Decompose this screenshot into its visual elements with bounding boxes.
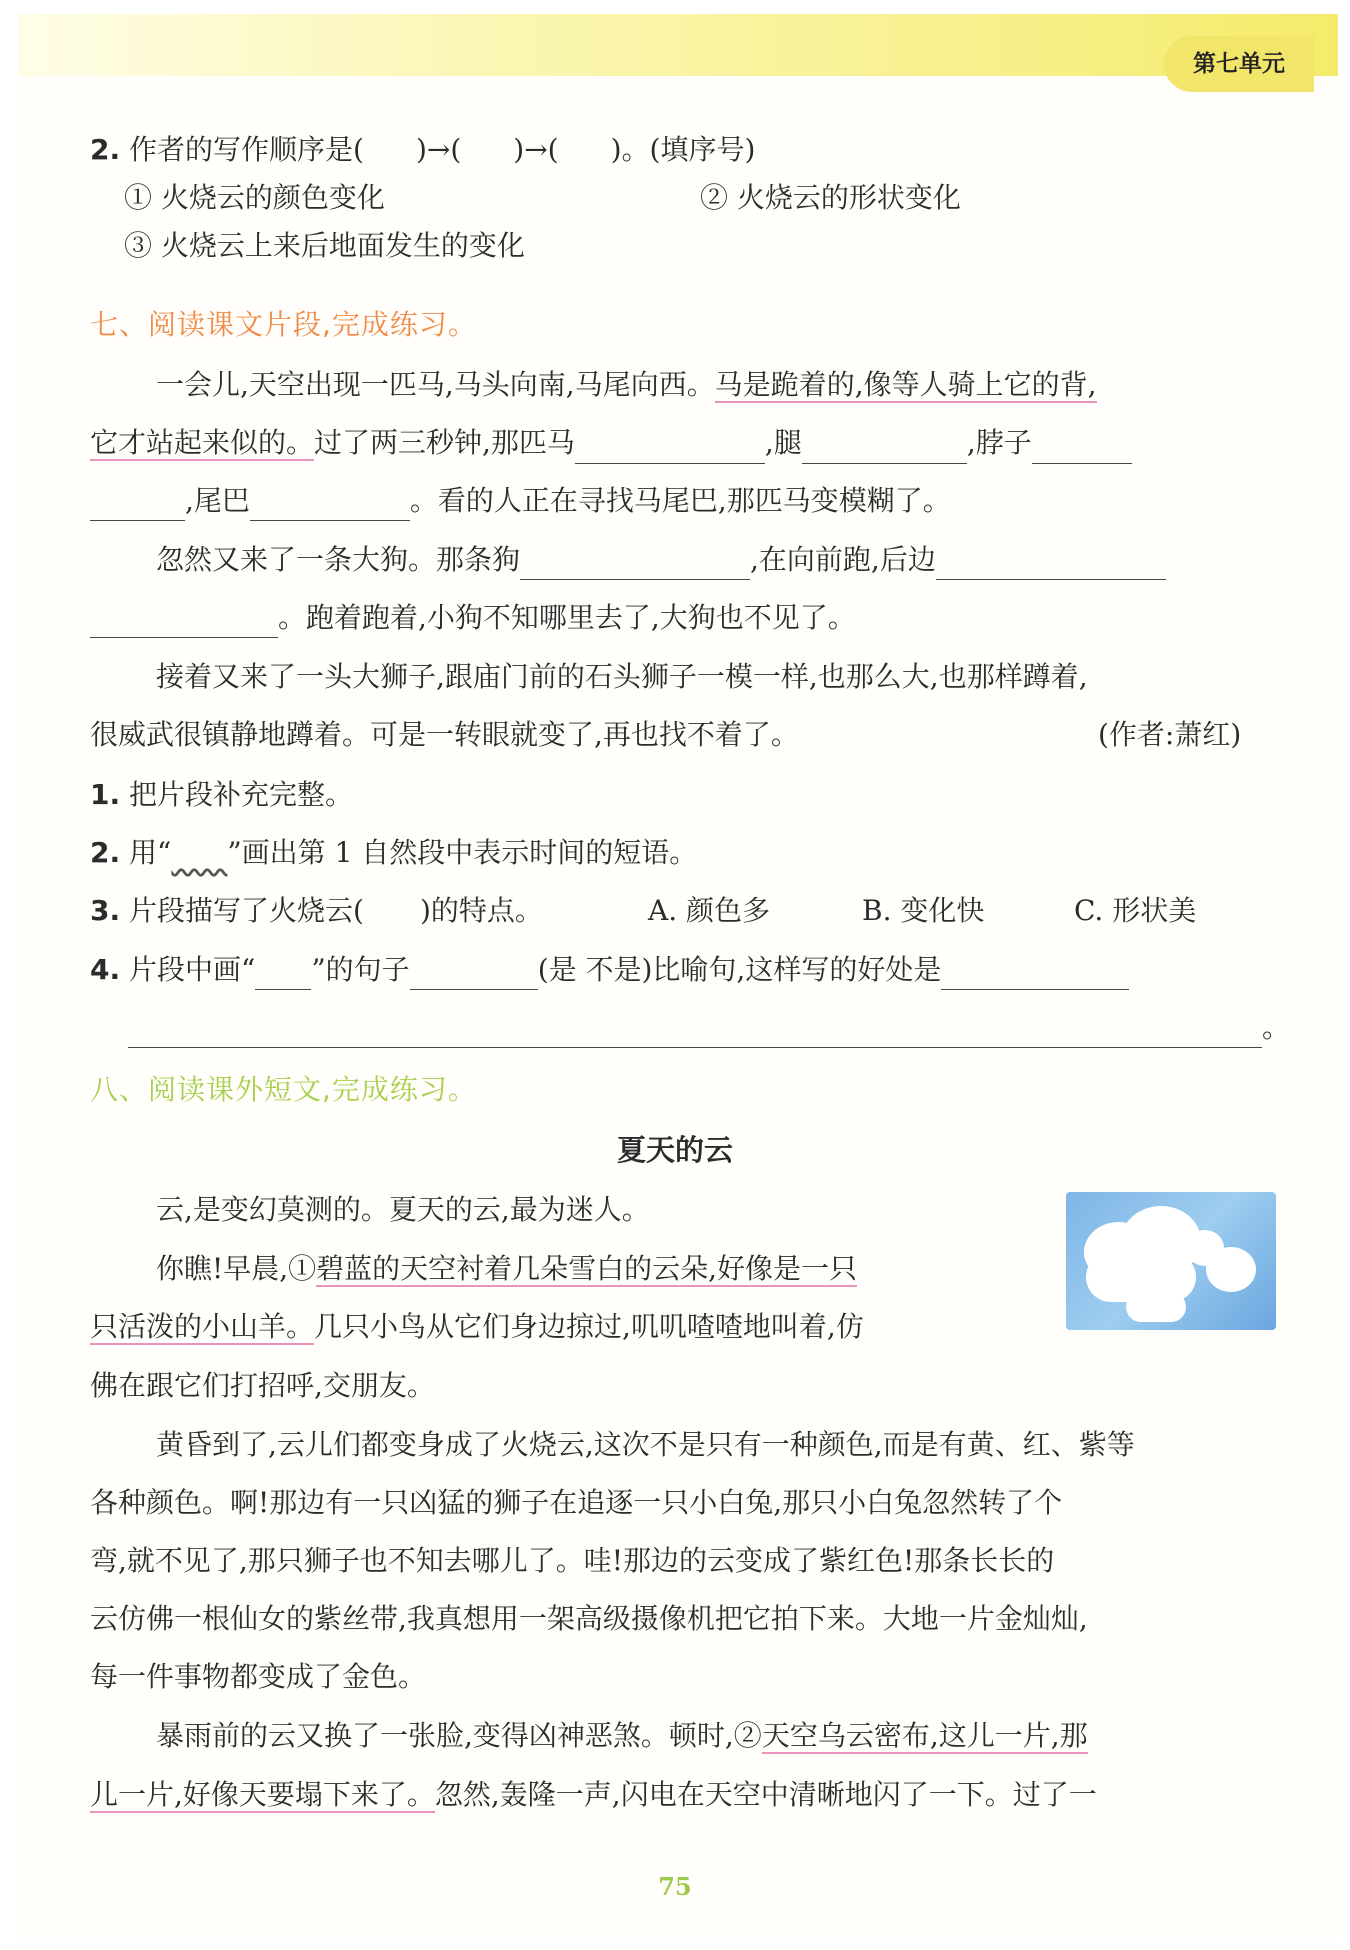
fill-blank[interactable] — [520, 549, 750, 580]
line-sample — [255, 959, 311, 990]
passage8-p4-line1 — [156, 1716, 1088, 1756]
s7-question-4 — [90, 950, 1129, 990]
q2-arrow: )→( — [513, 133, 559, 166]
passage8-p2-line3: 佛在跟它们打招呼,交朋友。 — [90, 1369, 435, 1402]
q-number: 3. — [90, 894, 121, 927]
text: 。看的人正在寻找马尾巴,那匹马变模糊了。 — [409, 484, 951, 517]
fill-blank[interactable] — [1032, 433, 1132, 464]
fill-blank[interactable] — [410, 959, 538, 990]
passage7-p1-line1 — [156, 365, 1097, 405]
author-credit: (作者:萧红) — [1098, 718, 1242, 751]
q-text: ”画出第 1 自然段中表示时间的短语。 — [227, 836, 698, 869]
clouds-illustration — [1066, 1192, 1276, 1330]
q-text: 把片段补充完整。 — [129, 778, 354, 811]
fill-blank[interactable] — [90, 490, 185, 521]
text: 忽然,轰隆一声,闪电在天空中清晰地闪了一下。过了一 — [434, 1778, 1097, 1811]
passage7-p1-line2 — [90, 423, 1132, 464]
q2-number: 2. — [90, 133, 121, 166]
q2-option-2: ② 火烧云的形状变化 — [700, 181, 961, 214]
passage8-p4-line2 — [90, 1775, 1097, 1815]
passage8-p2-line1 — [156, 1249, 857, 1289]
passage-title: 夏天的云 — [616, 1133, 733, 1167]
page-number: 75 — [658, 1872, 692, 1901]
text: ,尾巴 — [185, 484, 250, 517]
s7-q3-option-a[interactable]: A. 颜色多 — [648, 894, 771, 927]
underlined-sentence: 它才站起来似的。 — [90, 426, 315, 459]
s7-question-1 — [90, 775, 353, 815]
underlined-sentence: 儿一片,好像天要塌下来了。 — [90, 1778, 435, 1811]
underlined-sentence: 只活泼的小山羊。 — [90, 1310, 315, 1343]
passage7-p2-line1 — [156, 540, 1166, 580]
fill-blank[interactable] — [802, 433, 967, 464]
q-number: 4. — [90, 953, 121, 986]
passage8-p3-line4: 云仿佛一根仙女的紫丝带,我真想用一架高级摄像机把它拍下来。大地一片金灿灿, — [90, 1602, 1088, 1635]
passage7-p3-line2: 很威武很镇静地蹲着。可是一转眼就变了,再也找不着了。 — [90, 718, 799, 751]
q-text: 片段中画“ — [129, 953, 256, 986]
q-text: 用“ — [129, 836, 172, 869]
fill-blank[interactable] — [250, 490, 410, 521]
passage8-p3-line1: 黄昏到了,云儿们都变身成了火烧云,这次不是只有一种颜色,而是有黄、红、紫等 — [156, 1428, 1135, 1461]
text: 。 — [1262, 1011, 1291, 1044]
fill-blank[interactable] — [941, 959, 1129, 990]
underlined-sentence: 天空乌云密布,这儿一片,那 — [761, 1719, 1088, 1752]
passage8-p3-line2: 各种颜色。啊!那边有一只凶猛的狮子在追逐一只小白兔,那只小白兔忽然转了个 — [90, 1486, 1063, 1519]
s7-question-3 — [90, 891, 543, 931]
passage8-p2-line2 — [90, 1307, 864, 1347]
s7-question-2 — [90, 833, 697, 873]
fill-blank[interactable] — [936, 549, 1166, 580]
header-band — [18, 14, 1338, 76]
text: ,在向前跑,后边 — [750, 543, 936, 576]
section7-heading: 七、阅读课文片段,完成练习。 — [90, 308, 477, 341]
text: ,腿 — [764, 426, 802, 459]
q2-line — [90, 130, 755, 170]
q-text: (是 不是)比喻句,这样写的好处是 — [537, 953, 942, 986]
underlined-sentence: 碧蓝的天空衬着几朵雪白的云朵,好像是一只 — [316, 1252, 858, 1285]
passage7-p1-line3 — [90, 481, 951, 521]
q2-text: 作者的写作顺序是( — [129, 133, 364, 166]
q2-option-1: ① 火烧云的颜色变化 — [124, 181, 385, 214]
q-number: 2. — [90, 836, 121, 869]
q-text: )的特点。 — [419, 894, 543, 927]
text: 一会儿,天空出现一匹马,马头向南,马尾向西。 — [156, 368, 715, 401]
passage8-p3-line3: 弯,就不见了,那只狮子也不知去哪儿了。哇!那边的云变成了紫红色!那条长长的 — [90, 1544, 1055, 1577]
q2-arrow: )→( — [415, 133, 462, 166]
text: 你瞧!早晨,① — [156, 1252, 317, 1285]
text: ,脖子 — [966, 426, 1032, 459]
passage7-p3-line1: 接着又来了一头大狮子,跟庙门前的石头狮子一模一样,也那么大,也那样蹲着, — [156, 660, 1088, 693]
passage8-p3-line5: 每一件事物都变成了金色。 — [90, 1660, 427, 1693]
passage7-p2-line2 — [90, 598, 856, 638]
fill-blank[interactable] — [575, 433, 765, 464]
s7-q4-answer-line — [128, 1008, 1290, 1048]
passage8-p1: 云,是变幻莫测的。夏天的云,最为迷人。 — [156, 1193, 650, 1226]
q2-option-3: ③ 火烧云上来后地面发生的变化 — [124, 229, 525, 262]
unit-label: 第七单元 — [1164, 36, 1314, 92]
wavy-line-sample — [171, 836, 227, 869]
fill-blank[interactable] — [90, 607, 278, 638]
s7-q3-option-b[interactable]: B. 变化快 — [862, 894, 985, 927]
section8-heading: 八、阅读课外短文,完成练习。 — [90, 1073, 477, 1106]
text: 暴雨前的云又换了一张脸,变得凶神恶煞。顿时,② — [156, 1719, 762, 1752]
q-number: 1. — [90, 778, 121, 811]
q-text: 片段描写了火烧云( — [129, 894, 364, 927]
q-text: ”的句子 — [311, 953, 410, 986]
fill-blank[interactable] — [128, 1017, 1262, 1048]
underlined-sentence: 马是跪着的,像等人骑上它的背, — [714, 368, 1097, 401]
text: 。跑着跑着,小狗不知哪里去了,大狗也不见了。 — [278, 601, 856, 634]
q2-tail: )。(填序号) — [610, 133, 756, 166]
text: 几只小鸟从它们身边掠过,叽叽喳喳地叫着,仿 — [314, 1310, 864, 1343]
text: 过了两三秒钟,那匹马 — [314, 426, 575, 459]
text: 忽然又来了一条大狗。那条狗 — [156, 543, 521, 576]
s7-q3-option-c[interactable]: C. 形状美 — [1074, 894, 1197, 927]
